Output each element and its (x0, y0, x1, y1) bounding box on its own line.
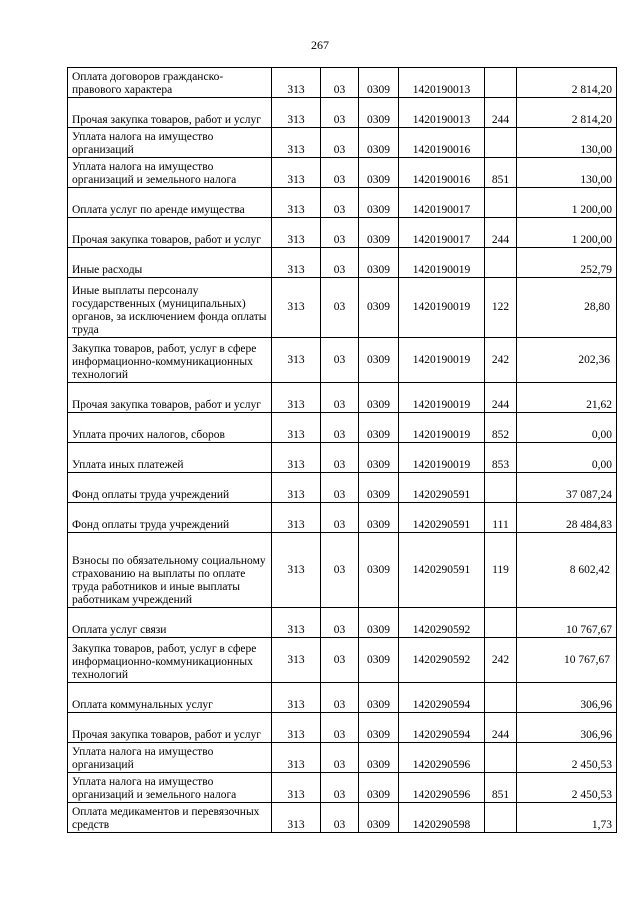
cell-pr: 0309 (359, 608, 399, 638)
cell-sum: 306,96 (517, 713, 617, 743)
table-row (68, 278, 617, 338)
cell-name: Оплата услуг связи (68, 608, 272, 638)
cell-sum: 10 767,67 (517, 638, 617, 683)
cell-rz: 03 (321, 608, 359, 638)
cell-grbs: 313 (272, 533, 321, 608)
cell-csr: 1420190019 (399, 413, 485, 443)
cell-sum: 10 767,67 (517, 608, 617, 638)
cell-rz: 03 (321, 98, 359, 128)
cell-pr: 0309 (359, 218, 399, 248)
table-row (68, 443, 617, 473)
cell-name: Фонд оплаты труда учреждений (68, 503, 272, 533)
cell-pr: 0309 (359, 683, 399, 713)
cell-name: Прочая закупка товаров, работ и услуг (68, 713, 272, 743)
table-row (68, 743, 617, 773)
cell-vr (485, 473, 517, 503)
table-body (68, 68, 617, 833)
cell-name: Оплата медикаментов и перевязочных средств (68, 803, 272, 833)
cell-pr: 0309 (359, 638, 399, 683)
cell-rz: 03 (321, 473, 359, 503)
cell-vr: 244 (485, 383, 517, 413)
cell-rz: 03 (321, 158, 359, 188)
cell-sum: 28,80 (517, 278, 617, 338)
cell-grbs: 313 (272, 128, 321, 158)
cell-vr: 242 (485, 338, 517, 383)
cell-sum: 306,96 (517, 683, 617, 713)
cell-pr: 0309 (359, 713, 399, 743)
table-row (68, 218, 617, 248)
cell-name: Уплата налога на имущество организаций и земельного налога (68, 773, 272, 803)
cell-grbs: 313 (272, 158, 321, 188)
table-row (68, 713, 617, 743)
cell-rz: 03 (321, 443, 359, 473)
cell-csr: 1420290592 (399, 638, 485, 683)
cell-name: Уплата иных платежей (68, 443, 272, 473)
cell-sum: 0,00 (517, 443, 617, 473)
table-row (68, 188, 617, 218)
cell-sum: 1 200,00 (517, 218, 617, 248)
cell-rz: 03 (321, 803, 359, 833)
cell-name: Прочая закупка товаров, работ и услуг (68, 383, 272, 413)
cell-csr: 1420290591 (399, 503, 485, 533)
cell-rz: 03 (321, 773, 359, 803)
cell-name: Фонд оплаты труда учреждений (68, 473, 272, 503)
cell-pr: 0309 (359, 443, 399, 473)
cell-sum: 130,00 (517, 158, 617, 188)
cell-rz: 03 (321, 533, 359, 608)
cell-grbs: 313 (272, 218, 321, 248)
cell-grbs: 313 (272, 743, 321, 773)
cell-grbs: 313 (272, 608, 321, 638)
cell-grbs: 313 (272, 413, 321, 443)
cell-pr: 0309 (359, 533, 399, 608)
cell-csr: 1420190013 (399, 68, 485, 98)
cell-sum: 2 450,53 (517, 743, 617, 773)
cell-name: Оплата услуг по аренде имущества (68, 188, 272, 218)
table-row (68, 338, 617, 383)
cell-sum: 1,73 (517, 803, 617, 833)
cell-sum: 37 087,24 (517, 473, 617, 503)
cell-sum: 252,79 (517, 248, 617, 278)
cell-csr: 1420290592 (399, 608, 485, 638)
cell-pr: 0309 (359, 248, 399, 278)
cell-csr: 1420290594 (399, 683, 485, 713)
cell-sum: 0,00 (517, 413, 617, 443)
table-row (68, 683, 617, 713)
cell-pr: 0309 (359, 68, 399, 98)
table-row (68, 503, 617, 533)
cell-rz: 03 (321, 338, 359, 383)
cell-pr: 0309 (359, 473, 399, 503)
cell-vr (485, 803, 517, 833)
cell-pr: 0309 (359, 743, 399, 773)
table-row (68, 383, 617, 413)
cell-sum: 202,36 (517, 338, 617, 383)
cell-vr: 122 (485, 278, 517, 338)
cell-name: Оплата договоров гражданско-правового характера (68, 68, 272, 98)
cell-vr: 119 (485, 533, 517, 608)
cell-sum: 1 200,00 (517, 188, 617, 218)
cell-name: Прочая закупка товаров, работ и услуг (68, 98, 272, 128)
cell-csr: 1420190019 (399, 338, 485, 383)
cell-csr: 1420290594 (399, 713, 485, 743)
cell-csr: 1420290591 (399, 473, 485, 503)
cell-sum: 2 814,20 (517, 68, 617, 98)
cell-name: Уплата налога на имущество организаций и земельного налога (68, 158, 272, 188)
cell-rz: 03 (321, 68, 359, 98)
cell-pr: 0309 (359, 413, 399, 443)
cell-pr: 0309 (359, 338, 399, 383)
cell-sum: 8 602,42 (517, 533, 617, 608)
cell-vr (485, 743, 517, 773)
cell-rz: 03 (321, 743, 359, 773)
cell-vr (485, 128, 517, 158)
cell-pr: 0309 (359, 503, 399, 533)
cell-grbs: 313 (272, 473, 321, 503)
table-row (68, 68, 617, 98)
cell-vr: 242 (485, 638, 517, 683)
table-row (68, 608, 617, 638)
table-row (68, 533, 617, 608)
cell-vr (485, 188, 517, 218)
cell-name: Уплата прочих налогов, сборов (68, 413, 272, 443)
table-row (68, 128, 617, 158)
cell-vr: 244 (485, 98, 517, 128)
cell-sum: 28 484,83 (517, 503, 617, 533)
cell-csr: 1420190019 (399, 383, 485, 413)
cell-pr: 0309 (359, 98, 399, 128)
cell-pr: 0309 (359, 383, 399, 413)
cell-grbs: 313 (272, 278, 321, 338)
cell-rz: 03 (321, 248, 359, 278)
table-row (68, 638, 617, 683)
cell-grbs: 313 (272, 338, 321, 383)
cell-name: Закупка товаров, работ, услуг в сфере информационно-коммуникационных технологий (68, 338, 272, 383)
cell-name: Иные расходы (68, 248, 272, 278)
cell-pr: 0309 (359, 278, 399, 338)
cell-grbs: 313 (272, 188, 321, 218)
cell-vr (485, 608, 517, 638)
cell-sum: 2 450,53 (517, 773, 617, 803)
cell-name: Прочая закупка товаров, работ и услуг (68, 218, 272, 248)
table-row (68, 248, 617, 278)
table-row (68, 413, 617, 443)
cell-rz: 03 (321, 683, 359, 713)
cell-rz: 03 (321, 218, 359, 248)
cell-grbs: 313 (272, 803, 321, 833)
cell-csr: 1420190017 (399, 218, 485, 248)
table-row (68, 98, 617, 128)
cell-grbs: 313 (272, 683, 321, 713)
table-row (68, 473, 617, 503)
cell-rz: 03 (321, 503, 359, 533)
cell-csr: 1420190019 (399, 248, 485, 278)
cell-pr: 0309 (359, 803, 399, 833)
cell-sum: 2 814,20 (517, 98, 617, 128)
page-number: 267 (311, 38, 329, 52)
cell-vr (485, 248, 517, 278)
cell-csr: 1420290598 (399, 803, 485, 833)
cell-rz: 03 (321, 638, 359, 683)
cell-grbs: 313 (272, 248, 321, 278)
cell-grbs: 313 (272, 713, 321, 743)
cell-grbs: 313 (272, 383, 321, 413)
cell-vr: 852 (485, 413, 517, 443)
table-row (68, 773, 617, 803)
cell-name: Взносы по обязательному социальному страхованию на выплаты по оплате труда работников и иные выплаты работникам учреждений (68, 533, 272, 608)
cell-vr (485, 68, 517, 98)
cell-grbs: 313 (272, 68, 321, 98)
cell-csr: 1420190013 (399, 98, 485, 128)
cell-vr: 244 (485, 713, 517, 743)
cell-csr: 1420190016 (399, 128, 485, 158)
cell-vr: 851 (485, 773, 517, 803)
cell-csr: 1420290591 (399, 533, 485, 608)
cell-name: Уплата налога на имущество организаций (68, 128, 272, 158)
cell-pr: 0309 (359, 773, 399, 803)
cell-vr: 851 (485, 158, 517, 188)
cell-csr: 1420290596 (399, 773, 485, 803)
cell-grbs: 313 (272, 503, 321, 533)
cell-rz: 03 (321, 713, 359, 743)
cell-grbs: 313 (272, 443, 321, 473)
cell-vr: 111 (485, 503, 517, 533)
cell-csr: 1420190017 (399, 188, 485, 218)
cell-rz: 03 (321, 383, 359, 413)
cell-name: Закупка товаров, работ, услуг в сфере информационно-коммуникационных технологий (68, 638, 272, 683)
cell-name: Иные выплаты персоналу государственных (муниципальных) органов, за исключением фонда оплаты труда (68, 278, 272, 338)
cell-rz: 03 (321, 278, 359, 338)
table-row (68, 158, 617, 188)
cell-vr: 244 (485, 218, 517, 248)
cell-vr: 853 (485, 443, 517, 473)
cell-sum: 21,62 (517, 383, 617, 413)
cell-name: Уплата налога на имущество организаций (68, 743, 272, 773)
cell-grbs: 313 (272, 638, 321, 683)
table-row (68, 803, 617, 833)
cell-rz: 03 (321, 128, 359, 158)
cell-pr: 0309 (359, 188, 399, 218)
cell-csr: 1420290596 (399, 743, 485, 773)
budget-table (67, 67, 617, 833)
cell-csr: 1420190019 (399, 443, 485, 473)
cell-name: Оплата коммунальных услуг (68, 683, 272, 713)
cell-sum: 130,00 (517, 128, 617, 158)
cell-csr: 1420190016 (399, 158, 485, 188)
cell-vr (485, 683, 517, 713)
cell-grbs: 313 (272, 773, 321, 803)
cell-rz: 03 (321, 413, 359, 443)
cell-pr: 0309 (359, 158, 399, 188)
cell-grbs: 313 (272, 98, 321, 128)
cell-csr: 1420190019 (399, 278, 485, 338)
cell-rz: 03 (321, 188, 359, 218)
cell-pr: 0309 (359, 128, 399, 158)
